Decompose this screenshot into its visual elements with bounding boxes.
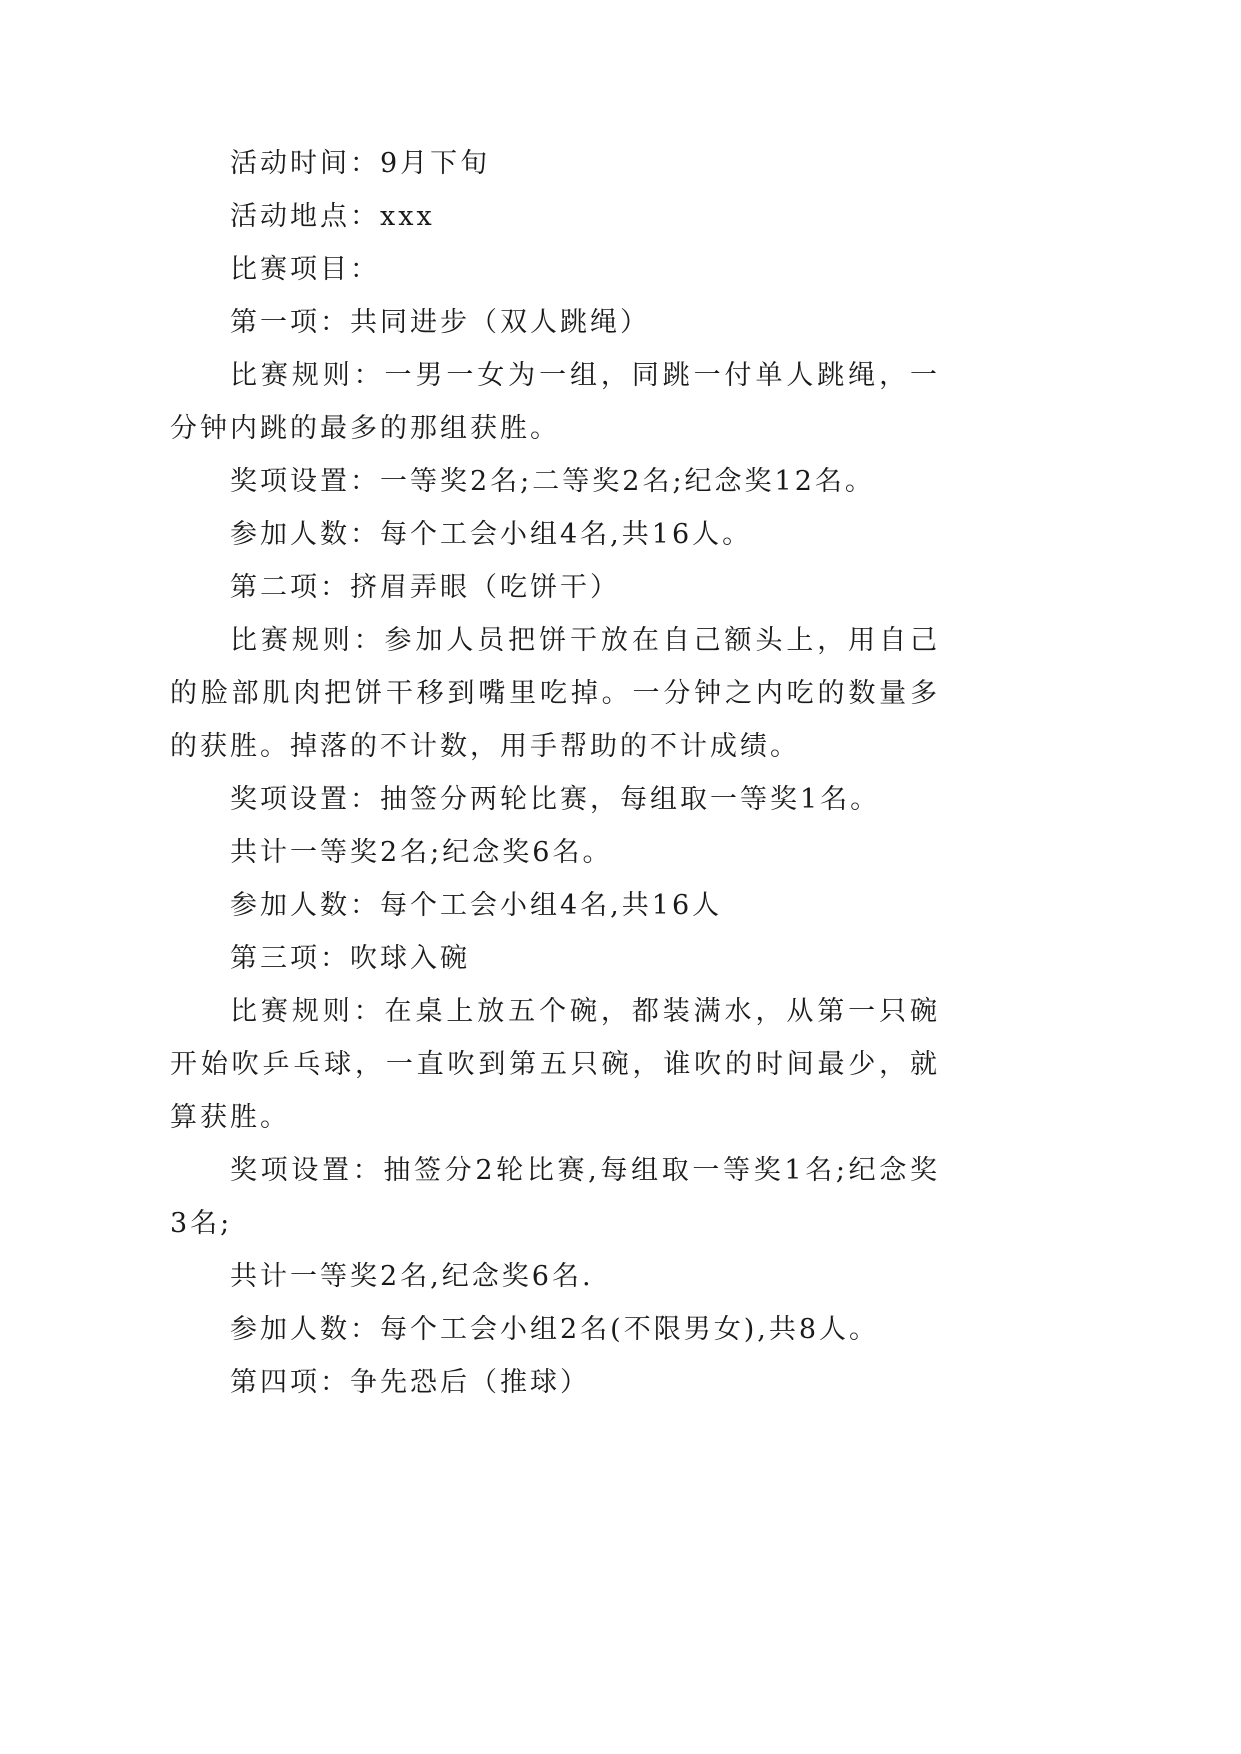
item-3-participants: 参加人数：每个工会小组2名(不限男女),共8人。 xyxy=(230,1314,880,1345)
item-2-awards-total: 共计一等奖2名;纪念奖6名。 xyxy=(230,837,613,868)
item-3-awards: 奖项设置：抽签分2轮比赛,每组取一等奖1名;纪念奖3名; xyxy=(170,1155,940,1239)
item-2-participants: 参加人数：每个工会小组4名,共16人 xyxy=(230,890,723,921)
item-1-rules: 比赛规则：一男一女为一组，同跳一付单人跳绳，一分钟内跳的最多的那组获胜。 xyxy=(170,360,940,444)
item-3-awards-total: 共计一等奖2名,纪念奖6名. xyxy=(230,1261,594,1292)
competition-items-heading: 比赛项目： xyxy=(230,254,380,285)
activity-location-line: 活动地点：xxx xyxy=(230,201,435,232)
document-body xyxy=(170,137,940,1409)
item-1-awards: 奖项设置：一等奖2名;二等奖2名;纪念奖12名。 xyxy=(230,466,875,497)
item-2-title: 第二项：挤眉弄眼（吃饼干） xyxy=(230,572,620,603)
item-1-title: 第一项：共同进步（双人跳绳） xyxy=(230,307,650,338)
item-3-rules: 比赛规则：在桌上放五个碗，都装满水，从第一只碗开始吹乒乓球，一直吹到第五只碗，谁吹的时间最少，就算获胜。 xyxy=(170,996,940,1133)
item-2-rules: 比赛规则：参加人员把饼干放在自己额头上，用自己的脸部肌肉把饼干移到嘴里吃掉。一分钟之内吃的数量多的获胜。掉落的不计数，用手帮助的不计成绩。 xyxy=(170,625,940,762)
item-3-title: 第三项：吹球入碗 xyxy=(230,943,470,974)
item-4-title: 第四项：争先恐后（推球） xyxy=(230,1367,590,1398)
activity-time-line: 活动时间：9月下旬 xyxy=(230,148,491,179)
item-1-participants: 参加人数：每个工会小组4名,共16人。 xyxy=(230,519,753,550)
item-2-awards: 奖项设置：抽签分两轮比赛，每组取一等奖1名。 xyxy=(230,784,881,815)
